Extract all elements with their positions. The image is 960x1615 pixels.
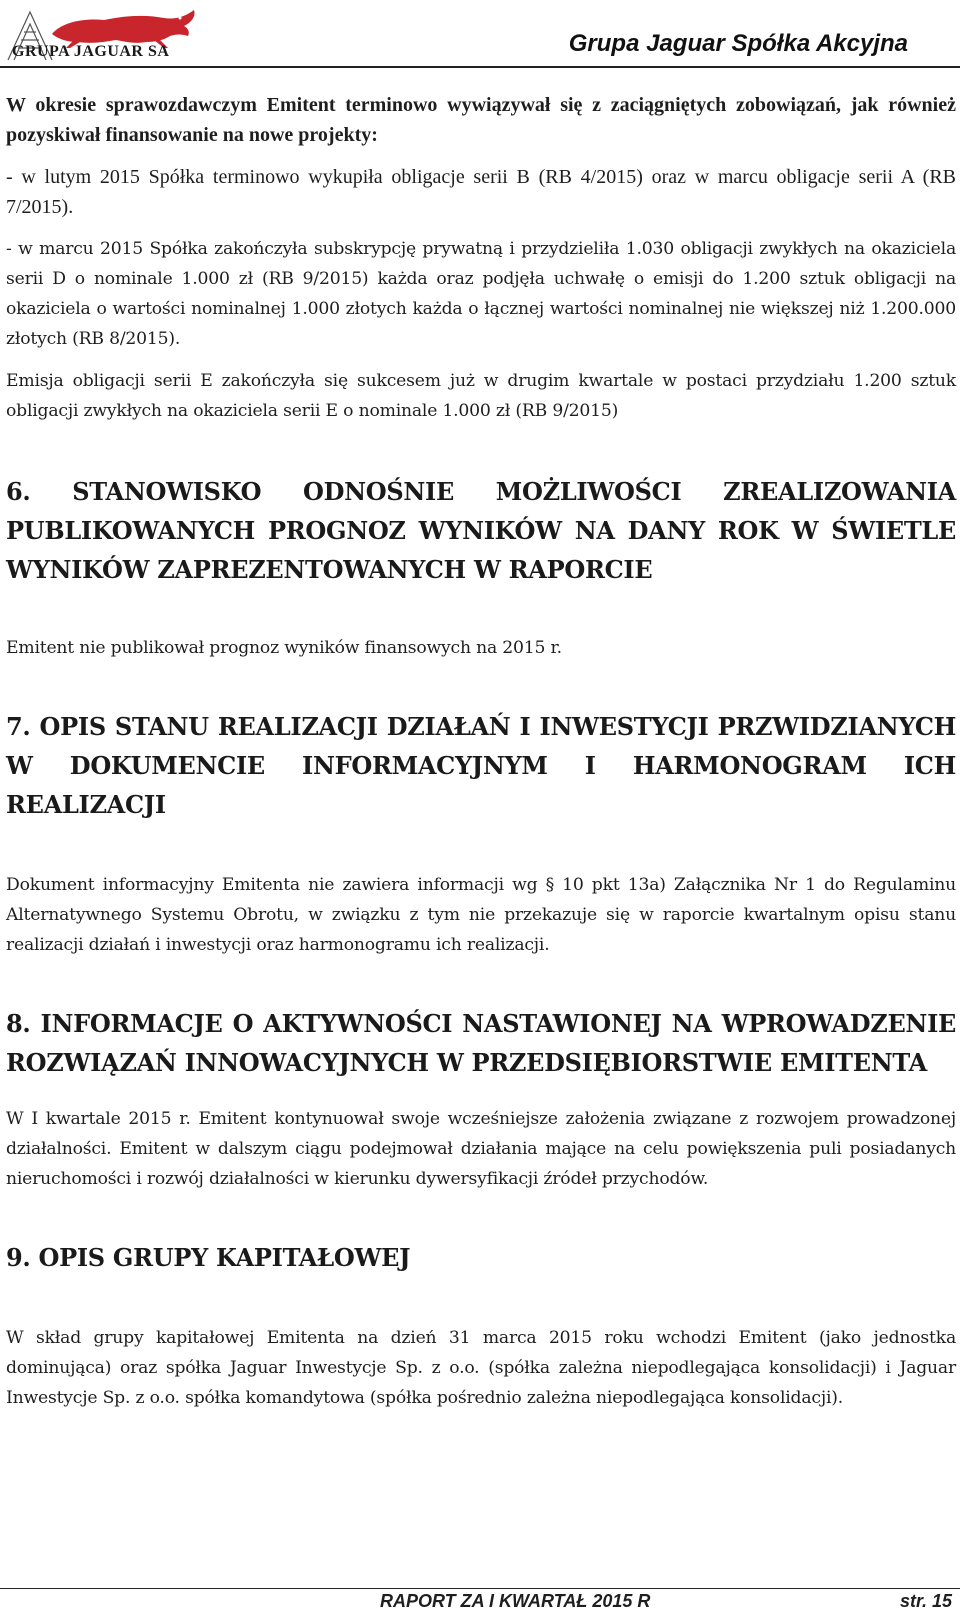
intro-lead: W okresie sprawozdawczym Emitent terminowo wywiązywał się z zaciągniętych zobowiązań, jak również pozyskiwał finansowanie na nowe projekty: [6, 94, 956, 146]
section-8-heading: 8. INFORMACJE O AKTYWNOŚCI NASTAWIONEJ NA WPROWADZENIE ROZWIĄZAŃ INNOWACYJNYCH W PRZEDSIĘBIORSTWIE EMITENTA [6, 1009, 956, 1077]
logo-text: GRUPA JAGUAR SA [12, 43, 170, 60]
section-6-text: Emitent nie publikował prognoz wyników finansowych na 2015 r. [6, 638, 562, 658]
page-footer [0, 1588, 960, 1615]
header-divider [0, 66, 960, 68]
page-content [6, 90, 956, 1413]
page-header [0, 0, 960, 70]
section-9-text: W skład grupy kapitałowej Emitenta na dzień 31 marca 2015 roku wchodzi Emitent (jako jednostka dominująca) oraz spółka Jaguar Inwestycje Sp. z o.o. (spółka zależna niepodlegająca konsolidacji) i Jaguar Inwestycje Sp. z o.o. spółka komandytowa (spółka pośrednio zależna niepodlegająca konsolidacji). [6, 1328, 956, 1408]
section-7-heading: 7. OPIS STANU REALIZACJI DZIAŁAŃ I INWESTYCJI PRZWIDZIANYCH W DOKUMENCIE INFORMACYJNYM I HARMONOGRAM ICH REALIZACJI [6, 712, 956, 819]
footer-report-title: RAPORT ZA I KWARTAŁ 2015 R [380, 1591, 651, 1611]
section-6-heading: 6. STANOWISKO ODNOŚNIE MOŻLIWOŚCI ZREALIZOWANIA PUBLIKOWANYCH PROGNOZ WYNIKÓW NA DANY ROK W ŚWIETLE WYNIKÓW ZAPREZENTOWANYCH W RAPORCIE [6, 477, 956, 584]
header-company-name: Grupa Jaguar Spółka Akcyjna [568, 30, 908, 57]
section-9-heading: 9. OPIS GRUPY KAPITAŁOWEJ [6, 1243, 411, 1272]
section-7-text: Dokument informacyjny Emitenta nie zawiera informacji wg § 10 pkt 13a) Załącznika Nr 1 do Regulaminu Alternatywnego Systemu Obrotu, w związku z tym nie przekazuje się w raporcie kwartalnym opisu stanu realizacji działań i inwestycji oraz harmonogramu ich realizacji. [6, 875, 956, 955]
intro-item-3: Emisja obligacji serii E zakończyła się sukcesem już w drugim kwartale w postaci przydziału 1.200 sztuk obligacji zwykłych na okaziciela serii E o nominale 1.000 zł (RB 9/2015) [6, 371, 956, 421]
footer-page-number: str. 15 [899, 1591, 952, 1611]
intro-item-1: - w lutym 2015 Spółka terminowo wykupiła obligacje serii B (RB 4/2015) oraz w marcu obligacje serii A (RB 7/2015). [6, 166, 956, 218]
intro-item-2: - w marcu 2015 Spółka zakończyła subskrypcję prywatną i przydzieliła 1.030 obligacji zwykłych na okaziciela serii D o nominale 1.000 zł (RB 9/2015) każda oraz podjęła uchwałę o emisji do 1.200 sztuk obligacji na okaziciela o wartości nominalnej 1.000 złotych każda o łącznej wartości nominalnej nie większej niż 1.200.000 złotych (RB 8/2015). [6, 239, 956, 349]
section-8-text: W I kwartale 2015 r. Emitent kontynuował swoje wcześniejsze założenia związane z rozwojem prowadzonej działalności. Emitent w dalszym ciągu podejmował działania mające na celu powiększenia puli posiadanych nieruchomości i rozwój działalności w kierunku dywersyfikacji źródeł przychodów. [6, 1109, 956, 1189]
company-logo [4, 4, 204, 66]
